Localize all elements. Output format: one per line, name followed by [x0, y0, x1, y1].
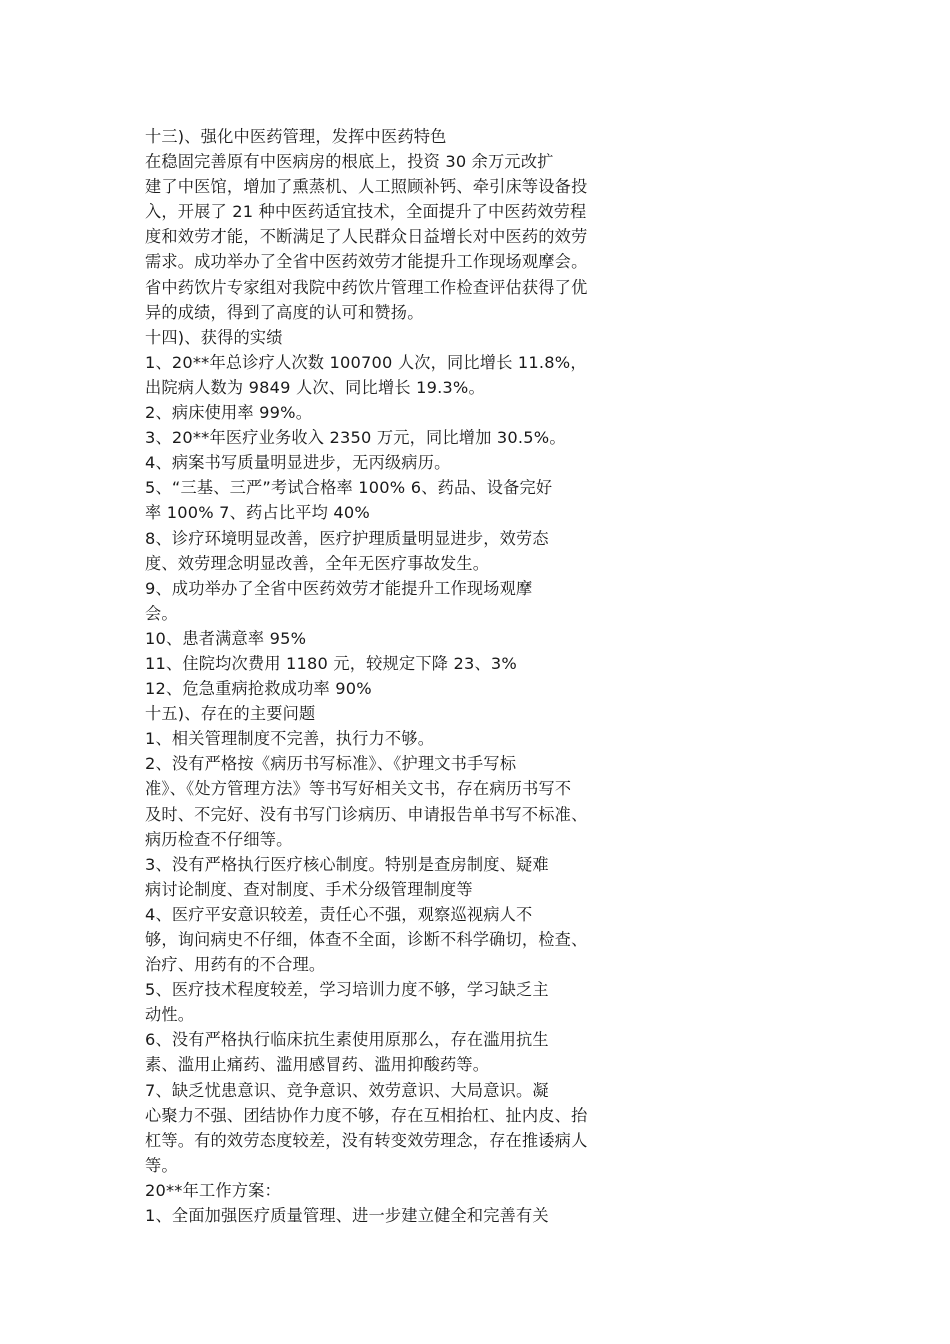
text-line: 率 100% 7、药占比平均 40%: [145, 503, 370, 523]
text-line: 12、危急重病抢救成功率 90%: [145, 679, 372, 699]
text-line: 6、没有严格执行临床抗生素使用原那么，存在滥用抗生: [145, 1030, 549, 1050]
text-line: 建了中医馆，增加了熏蒸机、人工照顾补钙、牵引床等设备投: [145, 177, 588, 197]
text-line: 素、滥用止痛药、滥用感冒药、滥用抑酸药等。: [145, 1055, 490, 1075]
text-line: 2、病床使用率 99%。: [145, 403, 313, 423]
text-line: 7、缺乏忧患意识、竞争意识、效劳意识、大局意识。凝: [145, 1080, 549, 1100]
text-line: 10、患者满意率 95%: [145, 628, 307, 648]
text-line: 度、效劳理念明显改善，全年无医疗事故发生。: [145, 553, 490, 573]
text-line: 及时、不完好、没有书写门诊病历、申请报告单书写不标准、: [145, 804, 588, 824]
text-line: 需求。成功举办了全省中医药效劳才能提升工作现场观摩会。: [145, 252, 588, 272]
text-line: 11、住院均次费用 1180 元，较规定下降 23、3%: [145, 653, 517, 673]
text-line: 2、没有严格按《病历书写标准》、《护理文书手写标: [145, 754, 517, 774]
text-line: 出院病人数为 9849 人次、同比增长 19.3%。: [145, 377, 485, 397]
text-line: 病讨论制度、查对制度、手术分级管理制度等: [145, 879, 473, 899]
text-line: 杠等。有的效劳态度较差，没有转变效劳理念，存在推诿病人: [145, 1130, 588, 1150]
text-line: 等。: [145, 1155, 178, 1175]
text-line: 治疗、用药有的不合理。: [145, 955, 326, 975]
text-line: 9、成功举办了全省中医药效劳才能提升工作现场观摩: [145, 578, 533, 598]
text-line: 够，询问病史不仔细，体查不全面，诊断不科学确切，检查、: [145, 930, 588, 949]
text-line: 病历检查不仔细等。: [145, 829, 293, 849]
text-line: 准》、《处方管理方法》等书写好相关文书，存在病历书写不: [145, 779, 572, 799]
text-line: 十五)、存在的主要问题: [145, 704, 316, 724]
text-line: 5、“三基、三严”考试合格率 100% 6、药品、设备完好: [145, 478, 553, 498]
text-line: 十四)、获得的实绩: [145, 327, 283, 347]
text-line: 异的成绩，得到了高度的认可和赞扬。: [145, 302, 424, 322]
text-line: 1、全面加强医疗质量管理、进一步建立健全和完善有关: [145, 1206, 549, 1226]
document-body: [145, 124, 685, 1228]
text-line: 20**年工作方案：: [145, 1180, 281, 1200]
text-line: 5、医疗技术程度较差，学习培训力度不够，学习缺乏主: [145, 980, 549, 1000]
text-line: 1、20**年总诊疗人次数 100700 人次，同比增长 11.8%，: [145, 352, 587, 372]
text-line: 动性。: [145, 1005, 195, 1025]
text-line: 8、诊疗环境明显改善，医疗护理质量明显进步，效劳态: [145, 528, 549, 548]
text-line: 心聚力不强、团结协作力度不够，存在互相抬杠、扯内皮、抬: [145, 1105, 588, 1125]
text-line: 省中药饮片专家组对我院中药饮片管理工作检查评估获得了优: [145, 277, 588, 297]
text-line: 入，开展了 21 种中医药适宜技术，全面提升了中医药效劳程: [145, 202, 587, 222]
text-line: 在稳固完善原有中医病房的根底上，投资 30 余万元改扩: [145, 152, 554, 172]
text-line: 度和效劳才能，不断满足了人民群众日益增长对中医药的效劳: [145, 227, 588, 247]
text-line: 3、没有严格执行医疗核心制度。特别是查房制度、疑难: [145, 854, 549, 874]
text-line: 4、病案书写质量明显进步，无丙级病历。: [145, 453, 451, 473]
text-line: 会。: [145, 603, 178, 623]
text-line: 4、医疗平安意识较差，责任心不强，观察巡视病人不: [145, 904, 533, 924]
text-line: 1、相关管理制度不完善，执行力不够。: [145, 729, 435, 749]
text-line: 3、20**年医疗业务收入 2350 万元，同比增加 30.5%。: [145, 428, 566, 448]
text-line: 十三)、强化中医药管理，发挥中医药特色: [145, 127, 447, 146]
